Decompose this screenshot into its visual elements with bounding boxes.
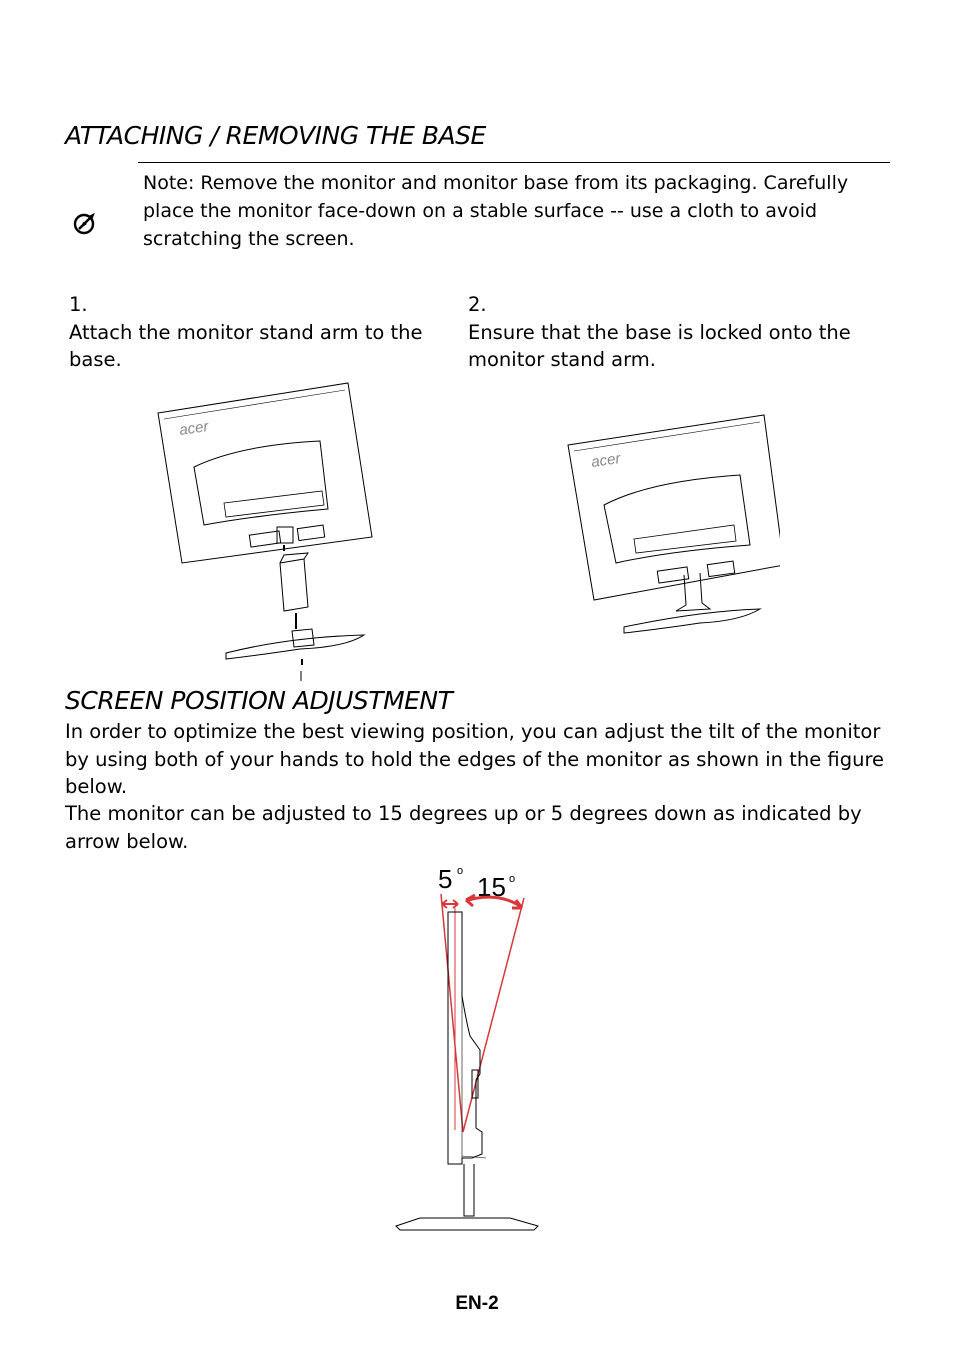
- heading-rule: [138, 162, 890, 163]
- degree-symbol: o: [509, 873, 516, 885]
- brand-logo: acer: [590, 450, 622, 471]
- step-number: 1.: [69, 293, 88, 316]
- step-text: Attach the monitor stand arm to the base.: [69, 320, 423, 371]
- brand-logo: acer: [178, 418, 210, 439]
- section-heading-attaching: ATTACHING / REMOVING THE BASE: [65, 121, 486, 150]
- note-icon: [72, 211, 98, 237]
- screen-paragraph-1: In order to optimize the best viewing position, you can adjust the tilt of the monitor by using both of your hands to hold the edges of the monitor as shown in the figure below.: [65, 720, 885, 798]
- note-text: Note: Remove the monitor and monitor base from its packaging. Carefully place the monitor face-down on a stable surface -- use a cloth to avoid scratching the screen.: [143, 172, 849, 250]
- section-heading-screen-position: SCREEN POSITION ADJUSTMENT: [65, 686, 453, 715]
- degree-symbol: o: [457, 865, 464, 877]
- screen-paragraph-2: The monitor can be adjusted to 15 degrees up or 5 degrees down as indicated by arrow below.: [65, 802, 862, 853]
- step-2: [468, 291, 888, 374]
- attach-base-illustration: [150, 375, 380, 685]
- tilt-angle-indicator: [441, 894, 524, 1132]
- tilt-adjustment-figure: [380, 860, 550, 1235]
- angle-down-value: 5: [438, 864, 453, 894]
- angle-up-value: 15: [477, 872, 506, 902]
- step-number: 2.: [468, 293, 487, 316]
- step-text: Ensure that the base is locked onto the monitor stand arm.: [468, 320, 851, 371]
- step-1: [69, 291, 459, 374]
- assembled-monitor-illustration: [560, 405, 780, 645]
- page-number: EN-2: [455, 1293, 499, 1314]
